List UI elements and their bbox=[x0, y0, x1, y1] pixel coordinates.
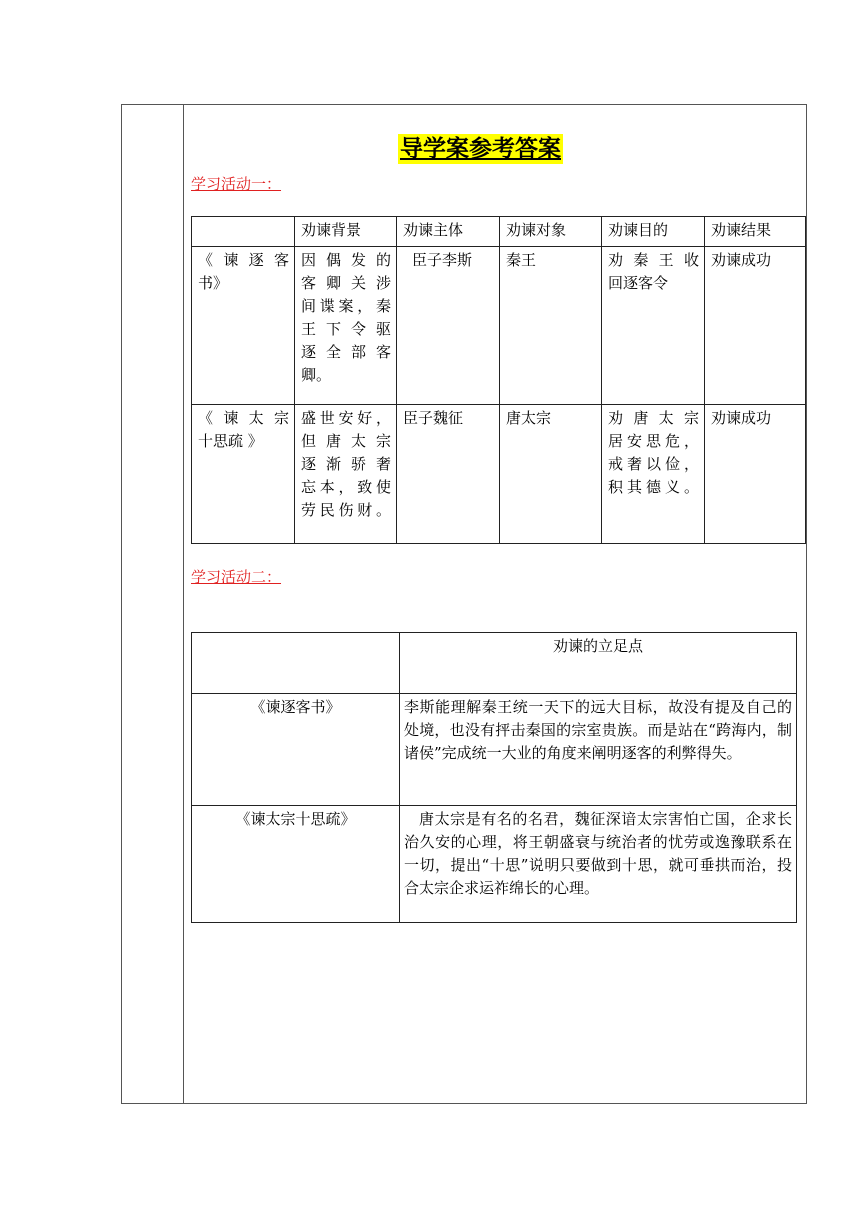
purpose-cell bbox=[602, 247, 705, 405]
work-cell: 《谏逐客书》 bbox=[192, 694, 400, 806]
subject-cell bbox=[397, 247, 500, 405]
target-cell: 秦王 bbox=[500, 247, 602, 405]
activity2-heading: 学习活动二： bbox=[191, 568, 282, 586]
page-title: 导学案参考答案 bbox=[400, 135, 561, 162]
activity1-table bbox=[191, 216, 806, 544]
header-cell-empty bbox=[192, 217, 295, 247]
target-cell: 唐太宗 bbox=[500, 405, 602, 544]
background-line: 王下令驱 bbox=[301, 320, 391, 338]
table-header-row bbox=[192, 217, 806, 247]
activity1-heading: 学习活动一： bbox=[191, 175, 282, 193]
header-cell-background: 劝谏背景 bbox=[295, 217, 397, 247]
work-line: 《谏太宗 bbox=[198, 409, 289, 427]
background-line: 间谍案，秦 bbox=[301, 297, 391, 315]
background-line: 逐全部客 bbox=[301, 343, 391, 361]
table-row bbox=[192, 694, 797, 806]
work-line: 《谏逐客 bbox=[198, 251, 289, 269]
background-cell bbox=[295, 405, 397, 544]
purpose-line: 戒奢以俭， bbox=[608, 455, 699, 473]
background-line: 忘本，致使 bbox=[301, 478, 391, 496]
work-cell bbox=[192, 247, 295, 405]
table-row bbox=[192, 247, 806, 405]
header-cell-empty bbox=[192, 633, 400, 694]
basis-cell: 李斯能理解秦王统一天下的远大目标，故没有提及自己的处境，也没有抨击秦国的宗室贵族。而是站在“跨海内，制诸侯”完成统一大业的角度来阐明逐客的利弊得失。 bbox=[400, 694, 797, 806]
result-cell: 劝谏成功 bbox=[705, 247, 806, 405]
header-cell-basis: 劝谏的立足点 bbox=[400, 633, 797, 694]
background-line: 劳民伤财。 bbox=[301, 501, 391, 519]
background-line: 盛世安好， bbox=[301, 409, 391, 427]
work-line: 十思疏 》 bbox=[198, 432, 263, 450]
purpose-line: 劝唐太宗 bbox=[608, 409, 699, 427]
background-line: 因偶发的 bbox=[301, 251, 391, 269]
work-line: 书》 bbox=[198, 274, 229, 292]
basis-cell: 唐太宗是有名的名君，魏征深谙太宗害怕亡国，企求长治久安的心理，将王朝盛衰与统治者的忧劳或逸豫联系在一切，提出“十思”说明只要做到十思，就可垂拱而治，投合太宗企求运祚绵长的心理。 bbox=[400, 806, 797, 923]
background-line: 卿。 bbox=[301, 366, 332, 384]
background-cell bbox=[295, 247, 397, 405]
result-cell: 劝谏成功 bbox=[705, 405, 806, 544]
purpose-line: 积其德义。 bbox=[608, 478, 699, 496]
purpose-line: 居安思危， bbox=[608, 432, 699, 450]
background-line: 客卿关涉 bbox=[301, 274, 391, 292]
header-cell-subject: 劝谏主体 bbox=[397, 217, 500, 247]
background-line: 但唐太宗 bbox=[301, 432, 391, 450]
activity2-table bbox=[191, 632, 797, 923]
subject-cell: 臣子魏征 bbox=[397, 405, 500, 544]
frame-divider bbox=[183, 104, 184, 1104]
subject-text: 臣子李斯 bbox=[412, 251, 473, 269]
table-row bbox=[192, 405, 806, 544]
header-cell-target: 劝谏对象 bbox=[500, 217, 602, 247]
purpose-line: 劝秦王收 bbox=[608, 251, 699, 269]
header-cell-purpose: 劝谏目的 bbox=[602, 217, 705, 247]
background-line: 逐渐骄奢 bbox=[301, 455, 391, 473]
table-header-row bbox=[192, 633, 797, 694]
work-cell bbox=[192, 405, 295, 544]
table-row bbox=[192, 806, 797, 923]
purpose-cell bbox=[602, 405, 705, 544]
header-cell-result: 劝谏结果 bbox=[705, 217, 806, 247]
work-cell: 《谏太宗十思疏》 bbox=[192, 806, 400, 923]
purpose-line: 回逐客令 bbox=[608, 274, 669, 292]
